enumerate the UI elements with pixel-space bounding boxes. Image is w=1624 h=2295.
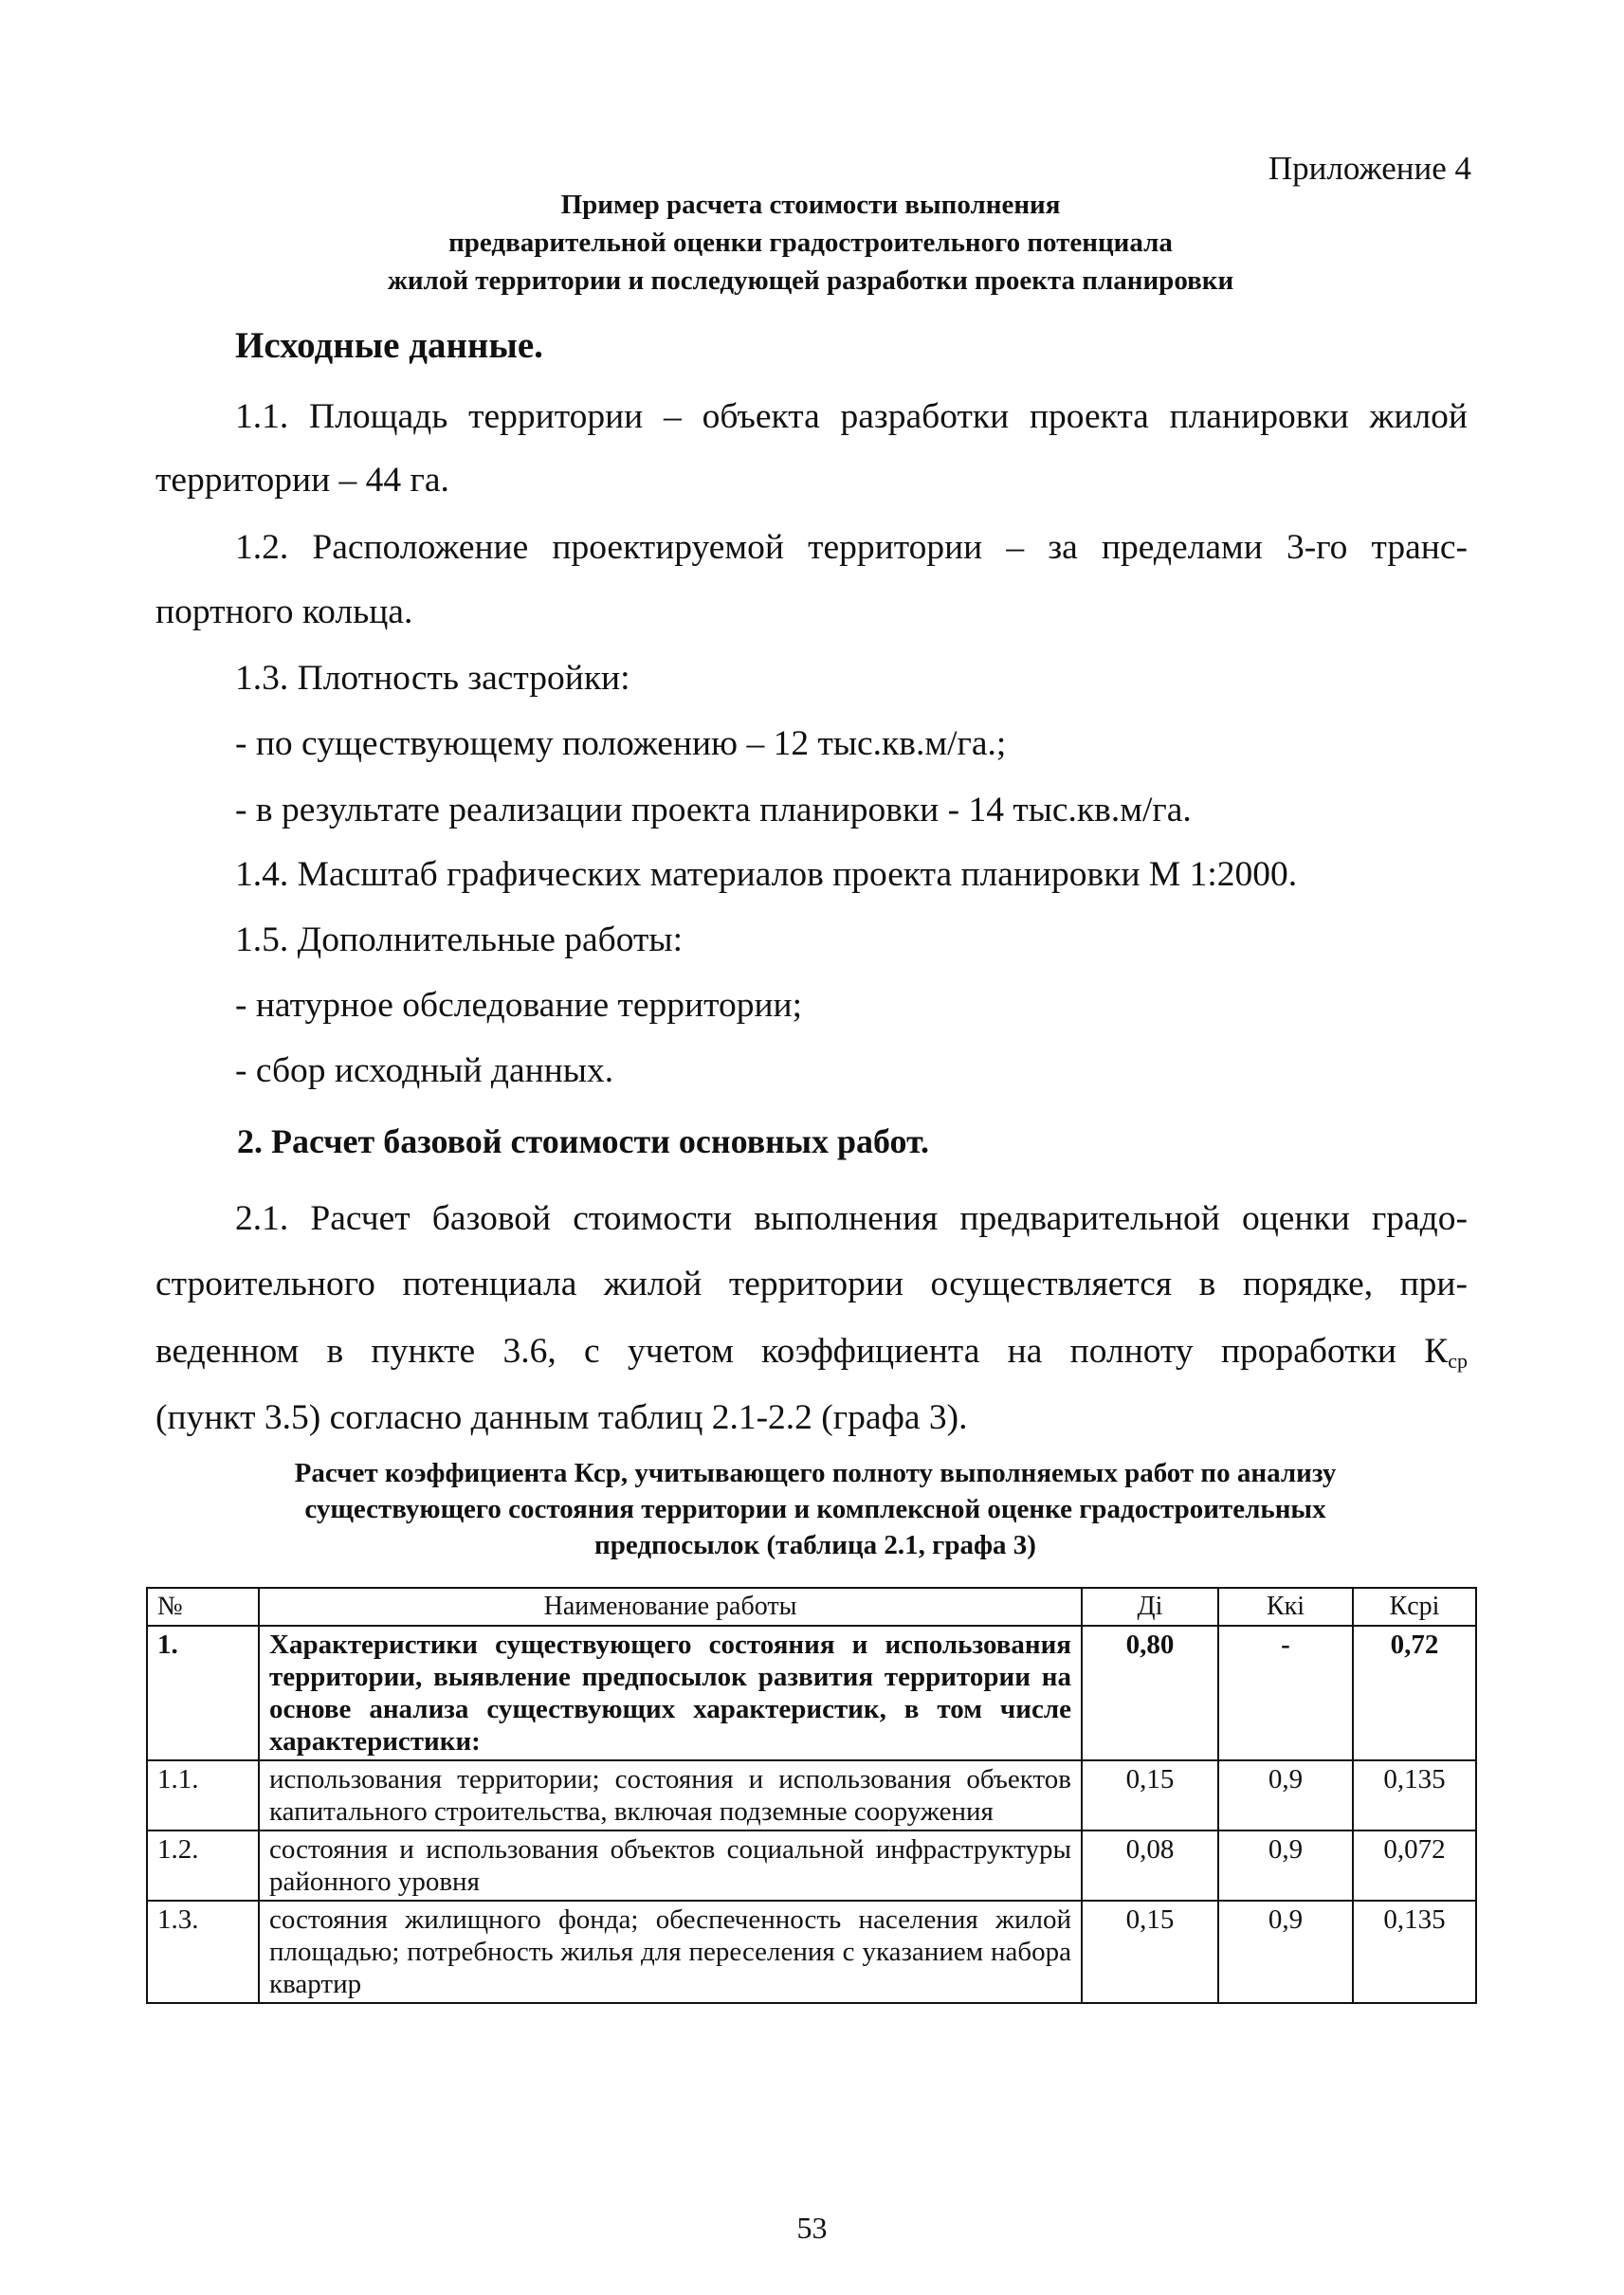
source-data-heading: Исходные данные. bbox=[235, 325, 543, 366]
table-caption-line: существующего состояния территории и комплексной оценке градостроительных bbox=[304, 1494, 1326, 1524]
row-work-name: использования территории; состояния и использования объектов капитального строительства, включая подземные сооружения bbox=[259, 1760, 1082, 1831]
page-number: 53 bbox=[796, 2211, 828, 2245]
row-d-value: 0,15 bbox=[1082, 1901, 1218, 2003]
row-kcr-value: 0,135 bbox=[1353, 1901, 1476, 2003]
density-existing-item: - по существующему положению – 12 тыс.кв.м/га.; bbox=[235, 724, 1007, 763]
paragraph-1-2-line2: портного кольца. bbox=[155, 592, 413, 631]
paragraph-1-1-line2: территории – 44 га. bbox=[155, 461, 449, 500]
title-line: предварительной оценки градостроительного потенциала bbox=[448, 228, 1173, 258]
table-caption-line: предпосылок (таблица 2.1, графа 3) bbox=[594, 1530, 1036, 1560]
paragraph-1-5: 1.5. Дополнительные работы: bbox=[235, 920, 683, 959]
row-kcr-value: 0,072 bbox=[1353, 1831, 1476, 1901]
header-kk: Ккi bbox=[1218, 1588, 1353, 1626]
paragraph-1-3: 1.3. Плотность застройки: bbox=[235, 659, 630, 698]
header-kcr: Кcрi bbox=[1353, 1588, 1476, 1626]
table-row bbox=[147, 1901, 1476, 2003]
row-kk-value: 0,9 bbox=[1218, 1901, 1353, 2003]
document-title bbox=[284, 186, 1337, 300]
table-row bbox=[147, 1831, 1476, 1901]
paragraph-1-2-line1: 1.2. Расположение проектируемой территории – за пределами 3-го транс- bbox=[235, 528, 1468, 567]
section-2-line1: 2.1. Расчет базовой стоимости выполнения предварительной оценки градо- bbox=[235, 1199, 1468, 1238]
row-number: 1.2. bbox=[147, 1831, 259, 1901]
row-kk-value: 0,9 bbox=[1218, 1760, 1353, 1831]
section-2-line3-text: веденном в пункте 3.6, с учетом коэффициента на полноту проработки К bbox=[155, 1332, 1449, 1371]
density-projected-item: - в результате реализации проекта планировки - 14 тыс.кв.м/га. bbox=[235, 791, 1192, 829]
title-line: Пример расчета стоимости выполнения bbox=[560, 190, 1061, 220]
extra-work-item-survey: - натурное обследование территории; bbox=[235, 986, 803, 1025]
extra-work-item-data: - сбор исходный данных. bbox=[235, 1051, 614, 1090]
section-2-line3 bbox=[155, 1331, 1468, 1374]
row-d-value: 0,80 bbox=[1082, 1626, 1218, 1760]
title-line: жилой территории и последующей разработки проекта планировки bbox=[387, 265, 1234, 296]
row-number: 1. bbox=[147, 1626, 259, 1760]
table-caption bbox=[171, 1455, 1460, 1563]
section-2-line4: (пункт 3.5) согласно данным таблиц 2.1-2.2 (графа 3). bbox=[155, 1398, 968, 1437]
row-kcr-value: 0,72 bbox=[1353, 1626, 1476, 1760]
header-d: Дi bbox=[1082, 1588, 1218, 1626]
paragraph-1-4: 1.4. Масштаб графических материалов проекта планировки М 1:2000. bbox=[235, 855, 1298, 894]
row-d-value: 0,08 bbox=[1082, 1831, 1218, 1901]
appendix-label: Приложение 4 bbox=[1268, 150, 1471, 187]
table-row bbox=[147, 1626, 1476, 1760]
row-d-value: 0,15 bbox=[1082, 1760, 1218, 1831]
row-kcr-value: 0,135 bbox=[1353, 1760, 1476, 1831]
row-work-name: состояния и использования объектов социальной инфраструктуры районного уровня bbox=[259, 1831, 1082, 1901]
row-kk-value: - bbox=[1218, 1626, 1353, 1760]
ksr-subscript: ср bbox=[1448, 1349, 1468, 1373]
table-row bbox=[147, 1760, 1476, 1831]
row-number: 1.3. bbox=[147, 1901, 259, 2003]
row-number: 1.1. bbox=[147, 1760, 259, 1831]
row-kk-value: 0,9 bbox=[1218, 1831, 1353, 1901]
header-work-name: Наименование работы bbox=[259, 1588, 1082, 1626]
section-2-heading: 2. Расчет базовой стоимости основных работ. bbox=[237, 1122, 930, 1160]
header-number: № bbox=[147, 1588, 259, 1626]
table-caption-line: Расчет коэффициента Кср, учитывающего полноту выполняемых работ по анализу bbox=[294, 1458, 1337, 1488]
paragraph-1-1-line1: 1.1. Площадь территории – объекта разработки проекта планировки жилой bbox=[235, 397, 1468, 436]
section-2-line2: строительного потенциала жилой территории осуществляется в порядке, при- bbox=[155, 1265, 1468, 1303]
table-header-row bbox=[147, 1588, 1476, 1626]
coefficient-table bbox=[146, 1587, 1477, 2004]
row-work-name: состояния жилищного фонда; обеспеченность населения жилой площадью; потребность жилья для переселения с указанием набора квартир bbox=[259, 1901, 1082, 2003]
row-work-name: Характеристики существующего состояния и использования территории, выявление предпосылок развития территории на основе анализа существующих характеристик, в том числе характеристики: bbox=[259, 1626, 1082, 1760]
